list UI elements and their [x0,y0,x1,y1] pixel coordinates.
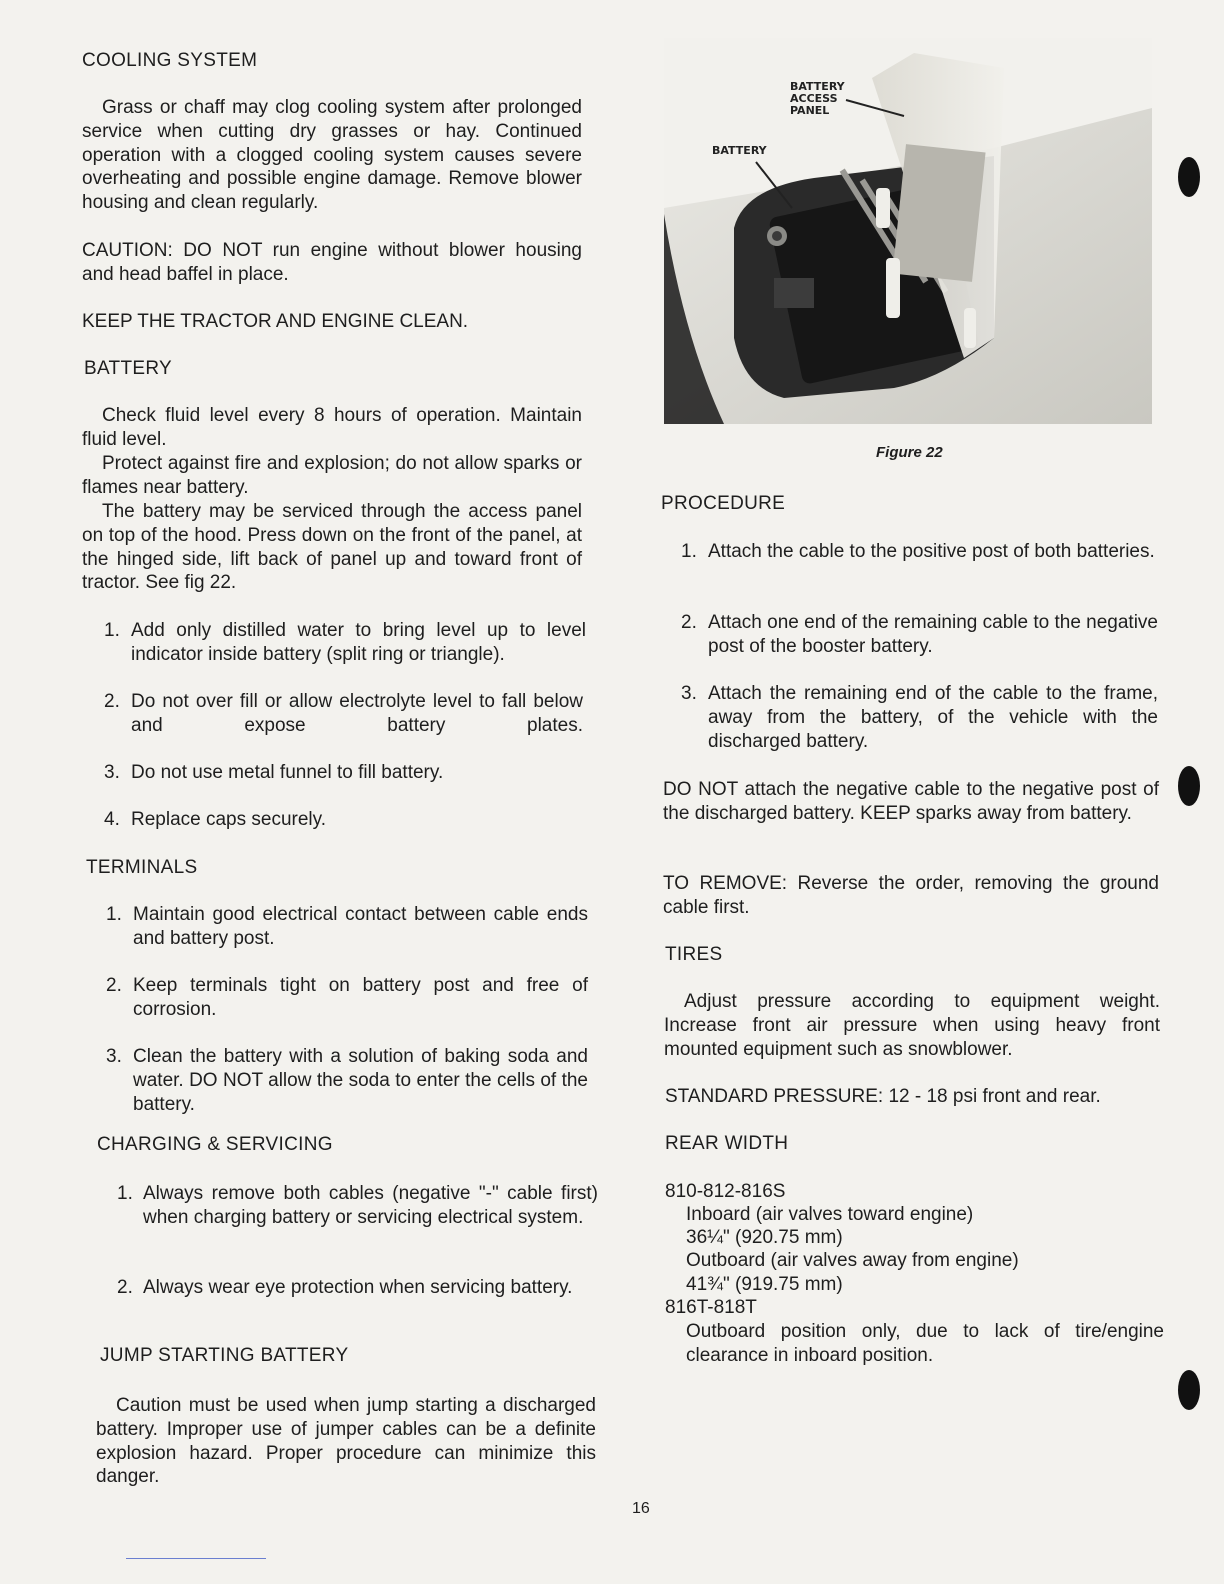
procedure-heading: PROCEDURE [661,493,786,514]
list-item-number: 2. [106,975,122,996]
battery-paragraph-3: The battery may be serviced through the access panel on top of the hood. Press down on the front of the panel, at the hinged side, lift back of panel up and toward front of tractor. See fig 22. [82,501,582,594]
list-item: Add only distilled water to bring level up to level indicator inside battery (split ring or triangle). [131,620,586,665]
inboard-label: Inboard (air valves toward engine) [686,1204,974,1225]
jump-starting-paragraph: Caution must be used when jump starting a discharged battery. Improper use of jumper cables can be a definite explosion hazard. Proper procedure can minimize this danger. [96,1395,596,1488]
page-number: 16 [632,1500,650,1517]
model-816t-818t: 816T-818T [665,1297,757,1318]
list-item: Do not use metal funnel to fill battery. [131,762,444,783]
battery-illustration [664,38,1152,424]
list-item-number: 1. [104,620,120,641]
outboard-label: Outboard (air valves away from engine) [686,1250,1019,1271]
rear-width-heading: REAR WIDTH [665,1133,789,1154]
battery-photo [664,38,1152,424]
keep-clean-text: KEEP THE TRACTOR AND ENGINE CLEAN. [82,311,469,332]
list-item: Clean the battery with a solution of baking soda and water. DO NOT allow the soda to enter the cells of the battery. [133,1046,588,1115]
do-not-attach-paragraph: DO NOT attach the negative cable to the negative post of the discharged battery. KEEP sparks away from battery. [663,779,1159,824]
footer-rule [126,1558,266,1559]
caution-text: CAUTION: DO NOT run engine without blower housing and head baffel in place. [82,240,582,285]
list-item-number: 1. [117,1183,133,1204]
list-item-number: 3. [681,683,697,704]
figure-caption: Figure 22 [876,444,943,461]
tires-paragraph: Adjust pressure according to equipment weight. Increase front air pressure when using heavy front mounted equipment such as snowblower. [664,991,1160,1060]
binder-hole-mark [1178,1370,1200,1410]
list-item: Always wear eye protection when servicing battery. [143,1277,573,1298]
list-item: Maintain good electrical contact between cable ends and battery post. [133,904,588,949]
list-item: Attach the cable to the positive post of both batteries. [708,541,1155,562]
binder-hole-mark [1178,766,1200,806]
terminals-heading: TERMINALS [86,857,198,878]
inboard-size: 36¼" (920.75 mm) [686,1227,843,1248]
model-810-812-816s: 810-812-816S [665,1181,786,1202]
jump-starting-heading: JUMP STARTING BATTERY [100,1345,349,1366]
list-item: Attach the remaining end of the cable to the frame, away from the battery, of the vehicle with the discharged battery. [708,683,1158,752]
list-item: Attach one end of the remaining cable to the negative post of the booster battery. [708,612,1158,657]
standard-pressure: STANDARD PRESSURE: 12 - 18 psi front and rear. [665,1086,1101,1107]
battery-heading: BATTERY [84,358,172,379]
list-item: Keep terminals tight on battery post and free of corrosion. [133,975,588,1020]
battery-label: BATTERY [712,144,767,157]
list-item: Do not over fill or allow electrolyte level to fall below and expose battery plates. [131,691,583,736]
tires-heading: TIRES [665,944,723,965]
list-item-number: 1. [681,541,697,562]
outboard-size: 41¾" (919.75 mm) [686,1274,843,1295]
list-item-number: 1. [106,904,122,925]
battery-paragraph-2: Protect against fire and explosion; do not allow sparks or flames near battery. [82,453,582,498]
list-item-number: 2. [104,691,120,712]
outboard-only-note: Outboard position only, due to lack of tire/engine clearance in inboard position. [686,1321,1164,1366]
binder-hole-mark [1178,157,1200,197]
list-item: Always remove both cables (negative "-" cable first) when charging battery or servicing electrical system. [143,1183,598,1228]
list-item-number: 2. [117,1277,133,1298]
list-item-number: 2. [681,612,697,633]
cooling-system-paragraph: Grass or chaff may clog cooling system after prolonged service when cutting dry grasses or hay. Continued operation with a clogged cooling system causes severe overheating and possible engine damage. Remove blower housing and clean regularly. [82,97,582,214]
list-item-number: 3. [104,762,120,783]
list-item-number: 4. [104,809,120,830]
battery-paragraph-1: Check fluid level every 8 hours of operation. Maintain fluid level. [82,405,582,450]
list-item-number: 3. [106,1046,122,1067]
charging-heading: CHARGING & SERVICING [97,1134,333,1155]
cooling-system-heading: COOLING SYSTEM [82,50,258,71]
access-panel-label: BATTERY ACCESS PANEL [790,80,845,117]
list-item: Replace caps securely. [131,809,327,830]
to-remove-paragraph: TO REMOVE: Reverse the order, removing the ground cable first. [663,873,1159,918]
